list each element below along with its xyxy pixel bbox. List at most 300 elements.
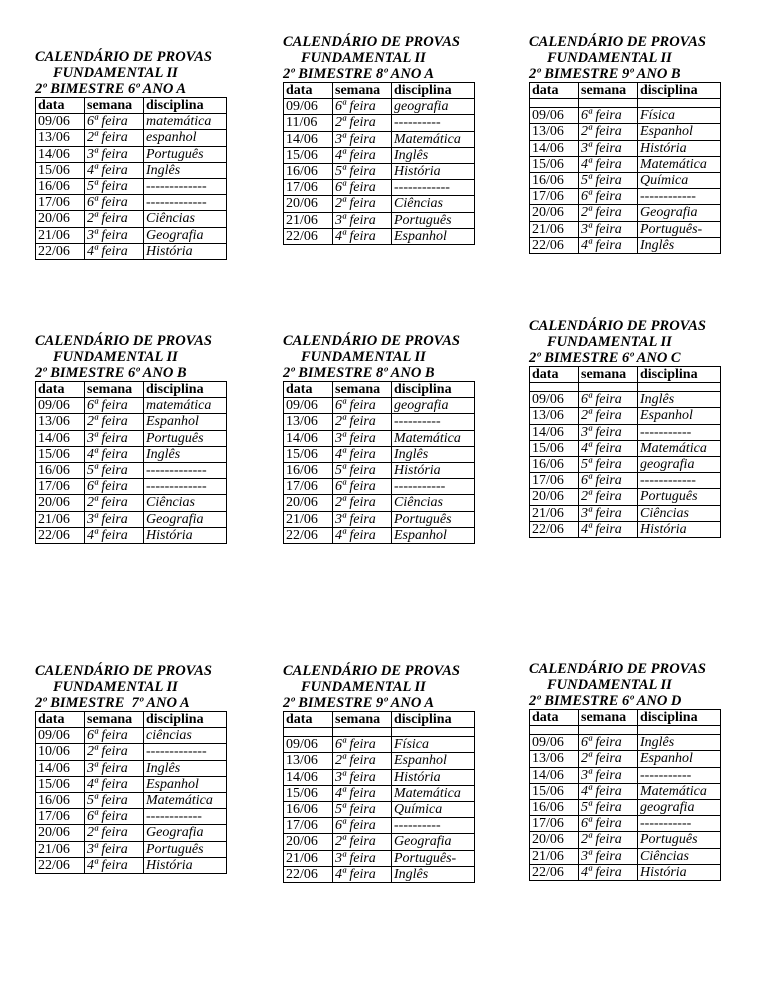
header-semana: semana <box>333 712 392 728</box>
calendar-bimestre: 2º BIMESTRE 6º ANO B <box>35 365 187 381</box>
cell-data: 22/06 <box>530 864 579 880</box>
cell-disciplina: História <box>392 164 475 180</box>
cell-data: 13/06 <box>284 753 333 769</box>
header-data: data <box>36 712 85 728</box>
cell-semana: 2ª feira <box>579 832 638 848</box>
table-row <box>284 802 475 818</box>
cell-data: 09/06 <box>36 398 85 414</box>
exam-table <box>35 381 227 544</box>
table-row <box>284 769 475 785</box>
header-disciplina: disciplina <box>392 382 475 398</box>
cell-semana: 4ª feira <box>85 243 144 259</box>
table-row <box>36 728 227 744</box>
calendar-title: CALENDÁRIO DE PROVAS <box>35 333 212 349</box>
cell-semana: 6ª feira <box>333 180 392 196</box>
cell-semana: 4ª feira <box>579 783 638 799</box>
cell-semana: 3ª feira <box>85 511 144 527</box>
calendar-bimestre: 2º BIMESTRE 6º ANO C <box>529 350 681 366</box>
cell-semana: 2ª feira <box>333 753 392 769</box>
cell-disciplina: Espanhol <box>392 228 475 244</box>
cell-disciplina: Espanhol <box>392 527 475 543</box>
cell-semana: 5ª feira <box>85 793 144 809</box>
cell-disciplina: Química <box>392 802 475 818</box>
cell-disciplina: ------------- <box>144 463 227 479</box>
table-row <box>284 463 475 479</box>
exam-table <box>283 82 475 245</box>
cell-semana: 2ª feira <box>333 196 392 212</box>
cell-semana: 6ª feira <box>85 809 144 825</box>
cell-semana: 6ª feira <box>85 195 144 211</box>
cell-disciplina: Espanhol <box>638 408 721 424</box>
table-row <box>530 221 721 237</box>
calendar-bimestre: 2º BIMESTRE 9º ANO A <box>283 695 435 711</box>
table-row <box>36 195 227 211</box>
cell-disciplina: ----------- <box>638 767 721 783</box>
cell-data: 11/06 <box>284 115 333 131</box>
table-row <box>36 495 227 511</box>
table-row <box>530 505 721 521</box>
header-data: data <box>284 83 333 99</box>
cell-data: 14/06 <box>530 767 579 783</box>
table-row <box>284 737 475 753</box>
cell-disciplina: Português- <box>392 850 475 866</box>
cell-data: 15/06 <box>284 147 333 163</box>
calendar-subtitle: FUNDAMENTAL II <box>547 50 672 66</box>
cell-data: 15/06 <box>530 440 579 456</box>
cell-semana: 4ª feira <box>579 440 638 456</box>
table-header-row <box>530 367 721 383</box>
table-header-row <box>530 710 721 726</box>
cell-data: 21/06 <box>284 511 333 527</box>
table-row <box>530 473 721 489</box>
table-row <box>36 511 227 527</box>
cell-data: 16/06 <box>284 164 333 180</box>
cell-disciplina: Inglês <box>638 237 721 253</box>
cell-data: 17/06 <box>530 816 579 832</box>
table-row <box>530 800 721 816</box>
cell-data: 20/06 <box>36 825 85 841</box>
cell-data: 20/06 <box>36 495 85 511</box>
cell-data: 21/06 <box>284 850 333 866</box>
exam-table <box>283 381 475 544</box>
calendar-bimestre: 2º BIMESTRE 8º ANO B <box>283 365 435 381</box>
cell-disciplina: História <box>144 527 227 543</box>
table-row <box>530 124 721 140</box>
calendar-title: CALENDÁRIO DE PROVAS <box>35 49 212 65</box>
table-row <box>284 834 475 850</box>
cell-disciplina: Ciências <box>392 495 475 511</box>
cell-data: 16/06 <box>530 173 579 189</box>
cell-semana: 2ª feira <box>579 205 638 221</box>
calendar-title: CALENDÁRIO DE PROVAS <box>283 663 460 679</box>
calendar-6-ano-a <box>35 49 235 260</box>
cell-data: 16/06 <box>36 793 85 809</box>
calendar-title: CALENDÁRIO DE PROVAS <box>283 34 460 50</box>
header-semana: semana <box>85 382 144 398</box>
table-row <box>284 196 475 212</box>
cell-data: 13/06 <box>530 751 579 767</box>
cell-disciplina: Espanhol <box>638 751 721 767</box>
cell-disciplina: ------------ <box>638 473 721 489</box>
cell-semana: 6ª feira <box>333 479 392 495</box>
cell-disciplina: Ciências <box>638 848 721 864</box>
cell-semana: 3ª feira <box>579 848 638 864</box>
table-row <box>530 767 721 783</box>
cell-data: 21/06 <box>530 505 579 521</box>
cell-disciplina: Matemática <box>392 785 475 801</box>
cell-semana: 3ª feira <box>579 424 638 440</box>
table-row <box>36 243 227 259</box>
cell-disciplina: Português <box>638 832 721 848</box>
table-row <box>284 115 475 131</box>
table-row <box>530 457 721 473</box>
cell-disciplina: geografia <box>638 800 721 816</box>
cell-semana: 4ª feira <box>579 156 638 172</box>
cell-semana: 3ª feira <box>85 841 144 857</box>
cell-data: 14/06 <box>36 760 85 776</box>
header-semana: semana <box>85 98 144 114</box>
cell-semana: 6ª feira <box>579 816 638 832</box>
cell-disciplina: Inglês <box>144 446 227 462</box>
table-row <box>36 857 227 873</box>
table-row <box>36 211 227 227</box>
cell-semana: 4ª feira <box>579 521 638 537</box>
cell-disciplina: História <box>392 769 475 785</box>
table-row <box>284 99 475 115</box>
cell-semana: 3ª feira <box>333 769 392 785</box>
cell-semana: 3ª feira <box>85 760 144 776</box>
cell-disciplina: ---------- <box>392 414 475 430</box>
cell-disciplina: Português <box>638 489 721 505</box>
header-data: data <box>530 367 579 383</box>
table-spacer-row <box>530 99 721 108</box>
header-disciplina: disciplina <box>144 98 227 114</box>
calendar-9-ano-b <box>529 34 729 254</box>
cell-data: 20/06 <box>530 489 579 505</box>
header-semana: semana <box>579 83 638 99</box>
calendar-subtitle: FUNDAMENTAL II <box>53 349 178 365</box>
cell-data: 14/06 <box>284 769 333 785</box>
table-row <box>530 408 721 424</box>
cell-semana: 6ª feira <box>85 479 144 495</box>
cell-data: 09/06 <box>530 735 579 751</box>
cell-disciplina: ----------- <box>638 816 721 832</box>
calendar-title: CALENDÁRIO DE PROVAS <box>529 318 706 334</box>
table-header-row <box>284 712 475 728</box>
exam-table <box>283 711 475 883</box>
cell-semana: 6ª feira <box>579 189 638 205</box>
cell-semana: 6ª feira <box>579 735 638 751</box>
cell-semana: 4ª feira <box>333 527 392 543</box>
table-row <box>284 753 475 769</box>
calendar-6-ano-b <box>35 333 235 544</box>
cell-disciplina: geografia <box>638 457 721 473</box>
cell-disciplina: ------------ <box>392 180 475 196</box>
table-row <box>284 818 475 834</box>
table-header-row <box>36 382 227 398</box>
calendar-6-ano-c <box>529 318 729 538</box>
cell-disciplina: Geografia <box>144 511 227 527</box>
table-row <box>284 495 475 511</box>
cell-semana: 2ª feira <box>579 408 638 424</box>
cell-data: 09/06 <box>284 737 333 753</box>
cell-disciplina: Português <box>144 841 227 857</box>
cell-disciplina: Geografia <box>638 205 721 221</box>
header-data: data <box>284 382 333 398</box>
cell-semana: 2ª feira <box>579 751 638 767</box>
cell-disciplina: ------------- <box>144 195 227 211</box>
cell-data: 15/06 <box>530 156 579 172</box>
table-row <box>284 446 475 462</box>
cell-semana: 5ª feira <box>333 802 392 818</box>
cell-semana: 6ª feira <box>85 728 144 744</box>
table-row <box>284 527 475 543</box>
cell-disciplina: Português <box>144 430 227 446</box>
table-row <box>284 180 475 196</box>
cell-semana: 3ª feira <box>333 212 392 228</box>
calendar-subtitle: FUNDAMENTAL II <box>53 65 178 81</box>
calendar-6-ano-d <box>529 661 729 881</box>
cell-semana: 6ª feira <box>579 473 638 489</box>
exam-table <box>529 82 721 254</box>
cell-semana: 6ª feira <box>579 108 638 124</box>
cell-disciplina: História <box>392 463 475 479</box>
calendar-bimestre: 2º BIMESTRE 8º ANO A <box>283 66 435 82</box>
cell-disciplina: ---------- <box>392 818 475 834</box>
exam-table <box>35 711 227 874</box>
table-spacer-row <box>530 726 721 735</box>
cell-semana: 3ª feira <box>85 227 144 243</box>
cell-semana: 6ª feira <box>85 114 144 130</box>
cell-data: 14/06 <box>284 131 333 147</box>
cell-semana: 4ª feira <box>579 864 638 880</box>
calendar-subtitle: FUNDAMENTAL II <box>301 349 426 365</box>
table-row <box>530 489 721 505</box>
calendar-subtitle: FUNDAMENTAL II <box>547 677 672 693</box>
header-data: data <box>530 83 579 99</box>
calendar-title: CALENDÁRIO DE PROVAS <box>283 333 460 349</box>
cell-data: 17/06 <box>284 818 333 834</box>
cell-semana: 3ª feira <box>579 221 638 237</box>
cell-disciplina: geografia <box>392 398 475 414</box>
table-header-row <box>530 83 721 99</box>
cell-disciplina: ---------- <box>392 115 475 131</box>
cell-disciplina: Geografia <box>144 825 227 841</box>
cell-semana: 4ª feira <box>85 162 144 178</box>
cell-semana: 2ª feira <box>333 115 392 131</box>
table-row <box>530 173 721 189</box>
table-row <box>284 850 475 866</box>
cell-data: 17/06 <box>530 189 579 205</box>
table-row <box>530 156 721 172</box>
cell-disciplina: Ciências <box>144 495 227 511</box>
cell-semana: 3ª feira <box>333 511 392 527</box>
cell-data: 22/06 <box>284 527 333 543</box>
calendar-9-ano-a <box>283 663 483 883</box>
table-row <box>530 783 721 799</box>
cell-data: 20/06 <box>530 205 579 221</box>
calendar-bimestre: 2º BIMESTRE 6º ANO A <box>35 81 187 97</box>
calendar-8-ano-b <box>283 333 483 544</box>
cell-disciplina: História <box>638 521 721 537</box>
cell-disciplina: Geografia <box>392 834 475 850</box>
table-row <box>530 140 721 156</box>
cell-disciplina: Espanhol <box>144 414 227 430</box>
header-disciplina: disciplina <box>392 712 475 728</box>
cell-semana: 5ª feira <box>579 173 638 189</box>
cell-data: 22/06 <box>284 228 333 244</box>
cell-data: 22/06 <box>530 521 579 537</box>
table-row <box>284 430 475 446</box>
table-row <box>36 179 227 195</box>
calendar-bimestre: 2º BIMESTRE 7º ANO A <box>35 695 190 711</box>
table-row <box>530 189 721 205</box>
table-row <box>530 848 721 864</box>
cell-semana: 4ª feira <box>85 776 144 792</box>
table-row <box>530 440 721 456</box>
cell-data: 09/06 <box>530 108 579 124</box>
cell-disciplina: geografia <box>392 99 475 115</box>
table-row <box>36 527 227 543</box>
header-disciplina: disciplina <box>638 367 721 383</box>
cell-disciplina: Matemática <box>638 156 721 172</box>
cell-data: 17/06 <box>36 479 85 495</box>
cell-disciplina: História <box>638 140 721 156</box>
table-row <box>36 446 227 462</box>
table-spacer-row <box>284 728 475 737</box>
table-row <box>36 114 227 130</box>
calendar-title: CALENDÁRIO DE PROVAS <box>529 34 706 50</box>
cell-semana: 4ª feira <box>333 147 392 163</box>
cell-semana: 4ª feira <box>85 446 144 462</box>
header-semana: semana <box>85 712 144 728</box>
cell-disciplina: Matemática <box>144 793 227 809</box>
cell-disciplina: Português <box>392 511 475 527</box>
table-row <box>36 825 227 841</box>
header-disciplina: disciplina <box>144 712 227 728</box>
cell-data: 21/06 <box>36 841 85 857</box>
cell-disciplina: Inglês <box>144 162 227 178</box>
cell-data: 13/06 <box>530 408 579 424</box>
cell-disciplina: Ciências <box>638 505 721 521</box>
cell-data: 21/06 <box>530 848 579 864</box>
cell-semana: 4ª feira <box>579 237 638 253</box>
exam-table <box>35 97 227 260</box>
cell-data: 21/06 <box>530 221 579 237</box>
cell-semana: 2ª feira <box>85 130 144 146</box>
cell-data: 09/06 <box>530 392 579 408</box>
table-row <box>36 841 227 857</box>
header-disciplina: disciplina <box>144 382 227 398</box>
calendar-subtitle: FUNDAMENTAL II <box>53 679 178 695</box>
cell-disciplina: espanhol <box>144 130 227 146</box>
cell-disciplina: Espanhol <box>392 753 475 769</box>
table-row <box>36 414 227 430</box>
cell-disciplina: ------------ <box>144 809 227 825</box>
cell-disciplina: Inglês <box>638 392 721 408</box>
cell-semana: 5ª feira <box>333 164 392 180</box>
table-row <box>530 864 721 880</box>
cell-data: 21/06 <box>36 227 85 243</box>
cell-disciplina: História <box>638 864 721 880</box>
cell-disciplina: Inglês <box>392 147 475 163</box>
cell-semana: 3ª feira <box>85 146 144 162</box>
calendar-subtitle: FUNDAMENTAL II <box>547 334 672 350</box>
cell-data: 17/06 <box>36 195 85 211</box>
cell-data: 10/06 <box>36 744 85 760</box>
cell-semana: 6ª feira <box>85 398 144 414</box>
calendar-bimestre: 2º BIMESTRE 6º ANO D <box>529 693 682 709</box>
table-row <box>36 463 227 479</box>
cell-disciplina: matemática <box>144 114 227 130</box>
table-row <box>36 776 227 792</box>
cell-semana: 2ª feira <box>579 124 638 140</box>
table-row <box>36 479 227 495</box>
cell-semana: 4ª feira <box>85 527 144 543</box>
cell-semana: 6ª feira <box>579 392 638 408</box>
table-row <box>284 414 475 430</box>
table-row <box>530 237 721 253</box>
table-row <box>530 735 721 751</box>
cell-data: 20/06 <box>36 211 85 227</box>
cell-data: 20/06 <box>284 495 333 511</box>
table-row <box>36 227 227 243</box>
cell-disciplina: ------------- <box>144 744 227 760</box>
cell-semana: 2ª feira <box>333 495 392 511</box>
cell-semana: 4ª feira <box>333 866 392 882</box>
cell-data: 16/06 <box>36 179 85 195</box>
cell-data: 16/06 <box>530 800 579 816</box>
cell-semana: 6ª feira <box>333 818 392 834</box>
header-semana: semana <box>333 382 392 398</box>
table-row <box>530 832 721 848</box>
cell-data: 09/06 <box>36 114 85 130</box>
table-row <box>284 212 475 228</box>
calendar-title: CALENDÁRIO DE PROVAS <box>529 661 706 677</box>
calendar-title: CALENDÁRIO DE PROVAS <box>35 663 212 679</box>
header-semana: semana <box>579 710 638 726</box>
table-row <box>530 751 721 767</box>
exam-table <box>529 709 721 881</box>
table-row <box>284 511 475 527</box>
table-row <box>36 130 227 146</box>
cell-disciplina: ------------- <box>144 179 227 195</box>
table-row <box>284 164 475 180</box>
table-row <box>284 131 475 147</box>
cell-semana: 3ª feira <box>333 850 392 866</box>
cell-semana: 5ª feira <box>85 179 144 195</box>
cell-disciplina: Matemática <box>392 131 475 147</box>
cell-disciplina: Português <box>392 212 475 228</box>
cell-data: 21/06 <box>36 511 85 527</box>
cell-disciplina: Matemática <box>638 440 721 456</box>
cell-semana: 4ª feira <box>85 857 144 873</box>
table-row <box>36 744 227 760</box>
cell-disciplina: Português- <box>638 221 721 237</box>
exam-table <box>529 366 721 538</box>
cell-data: 22/06 <box>530 237 579 253</box>
cell-semana: 2ª feira <box>85 825 144 841</box>
cell-data: 22/06 <box>36 527 85 543</box>
table-row <box>36 809 227 825</box>
table-row <box>36 793 227 809</box>
cell-disciplina: Matemática <box>392 430 475 446</box>
header-disciplina: disciplina <box>638 83 721 99</box>
cell-data: 22/06 <box>36 857 85 873</box>
cell-data: 09/06 <box>36 728 85 744</box>
cell-disciplina: Física <box>638 108 721 124</box>
cell-disciplina: Espanhol <box>144 776 227 792</box>
